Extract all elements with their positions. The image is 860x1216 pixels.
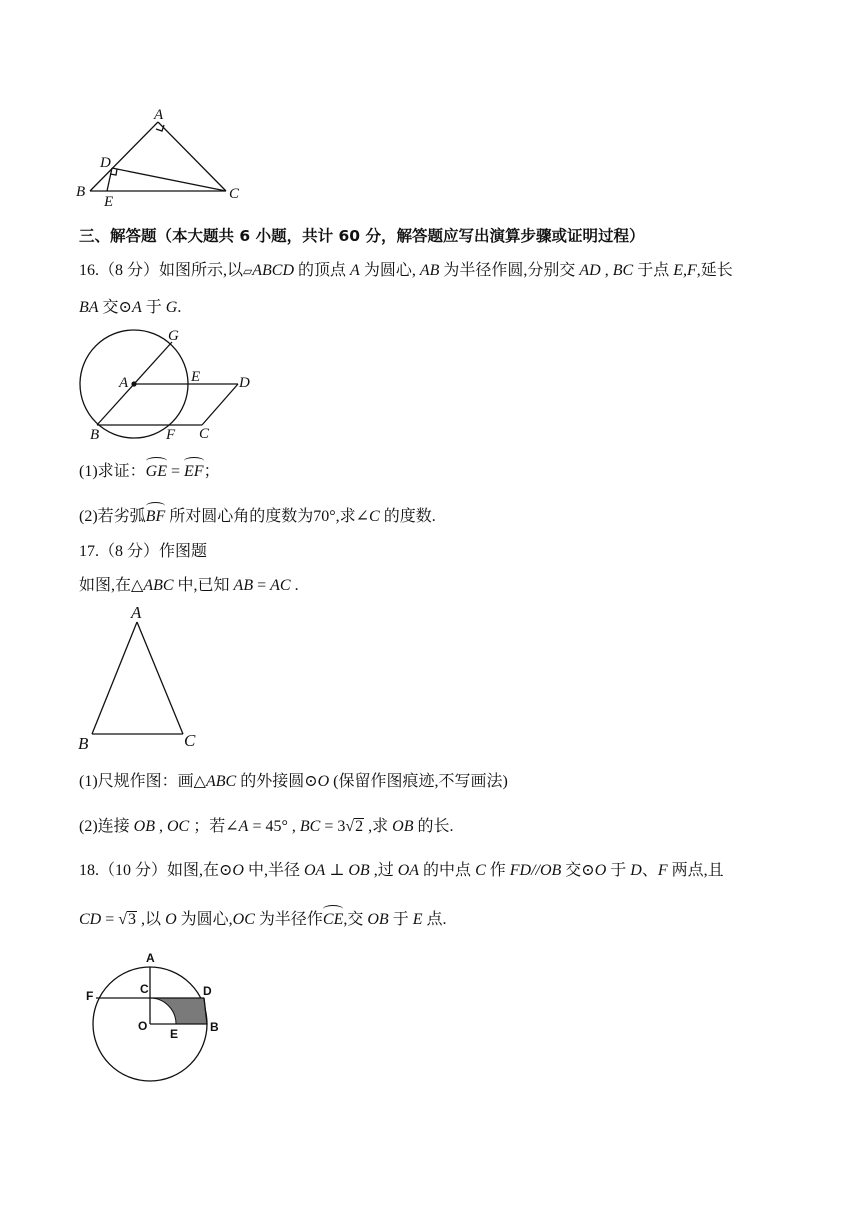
label-F: F (166, 427, 176, 443)
q16-sub1: (1)求证：GE = EF； (79, 460, 220, 482)
label-E: E (191, 369, 201, 385)
label-A: A (154, 107, 164, 123)
arc-BF: BF (146, 505, 166, 527)
label-C: C (229, 186, 240, 202)
figure-q16-circle-parallelogram (72, 325, 262, 445)
arc-EF: EF (184, 460, 204, 482)
label-A: A (131, 603, 142, 622)
label-B: B (210, 1020, 219, 1034)
label-A: A (146, 951, 155, 965)
q17-sub2: (2)连接 OB , OC ；若∠A = 45° , BC = 3√2 ,求 OB 的长. (79, 818, 454, 835)
label-A: A (119, 375, 129, 391)
q18-line2: CD = √3 ,以 O 为圆心,OC 为半径作CE,交 OB 于 E 点. (79, 908, 447, 930)
label-E: E (170, 1027, 179, 1041)
label-B: B (78, 734, 89, 753)
q17-line1: 如图,在△ABC 中,已知 AB = AC . (79, 577, 299, 594)
figure-q18-circle (76, 942, 236, 1092)
label-C: C (199, 426, 210, 442)
q17-sub1: (1)尺规作图：画△ABC 的外接圆⊙O (保留作图痕迹,不写画法) (79, 773, 508, 790)
label-F: F (86, 989, 94, 1003)
label-G: G (168, 328, 179, 344)
label-D: D (203, 984, 212, 998)
label-D: D (239, 375, 250, 391)
q16-sub2: (2)若劣弧BF 所对圆心角的度数为70°,求∠C 的度数. (79, 505, 436, 527)
label-C: C (140, 982, 149, 996)
section-title: 三、解答题（本大题共 6 小题，共计 60 分，解答题应写出演算步骤或证明过程） (79, 227, 645, 245)
label-O: O (138, 1019, 148, 1033)
label-C: C (184, 731, 196, 750)
label-B: B (90, 427, 100, 443)
figure-q15-triangle (70, 105, 250, 210)
arc-CE: CE (323, 908, 343, 930)
q17-title: 17.（8 分）作图题 (79, 543, 208, 560)
parallelogram-symbol: ▱ (243, 264, 253, 278)
sqrt-symbol: √ (118, 911, 128, 928)
label-E: E (104, 194, 114, 210)
label-D: D (100, 155, 111, 171)
q16-line1: 16.（8 分）如图所示,以▱ABCD 的顶点 A 为圆心, AB 为半径作圆,分别交 AD , BC 于点 E,F,延长 (79, 262, 733, 279)
figure-q17-triangle (70, 600, 210, 755)
q18-line1: 18.（10 分）如图,在⊙O 中,半径 OA ⊥ OB ,过 OA 的中点 C 作 FD//OB 交⊙O 于 D、F 两点,且 (79, 862, 724, 879)
arc-GE: GE (146, 460, 167, 482)
q16-line2: BA 交⊙A 于 G. (79, 299, 182, 316)
label-B: B (76, 184, 86, 200)
sqrt-symbol: √ (345, 818, 355, 835)
